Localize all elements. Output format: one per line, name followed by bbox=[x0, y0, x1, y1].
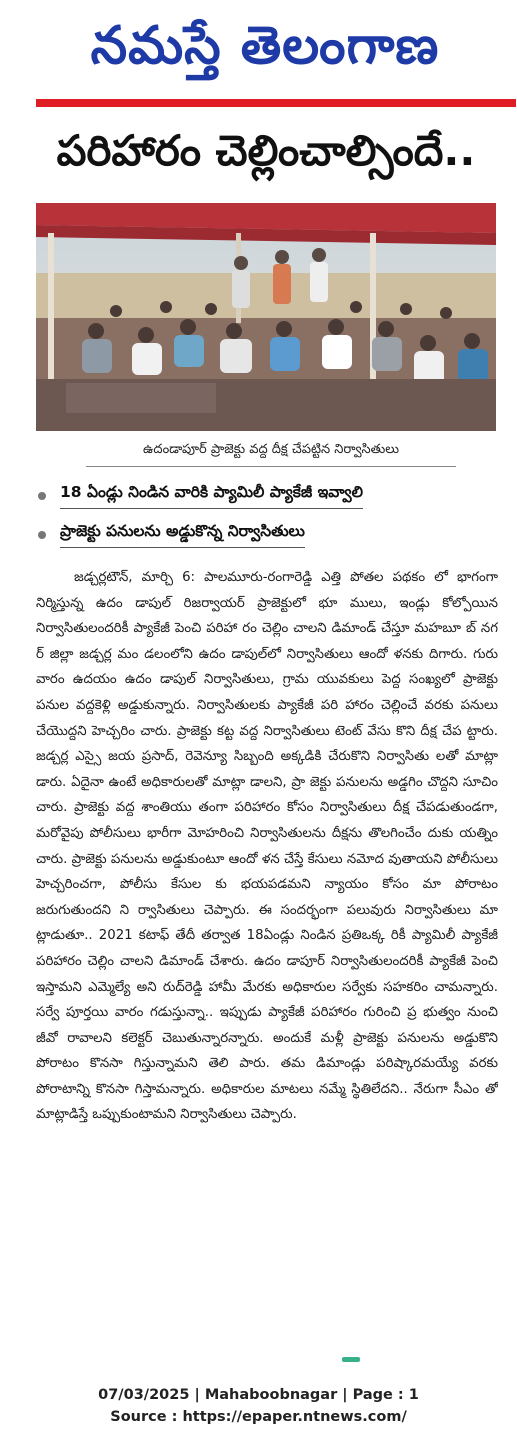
bullet-dot-icon bbox=[38, 531, 46, 539]
bullet-dot-icon bbox=[38, 492, 46, 500]
photo-caption: ఉదండాపూర్ ప్రాజెక్టు వద్ద దీక్ష చేపట్టిన నిర్వాసితులు bbox=[86, 436, 456, 467]
masthead-divider bbox=[36, 99, 516, 107]
page-footer bbox=[0, 1384, 517, 1428]
highlight-bullet bbox=[38, 481, 488, 511]
footer-source: Source : https://epaper.ntnews.com/ bbox=[110, 1409, 407, 1425]
article-headline: పరిహారం చెల్లించాల్సిందే.. bbox=[56, 126, 476, 175]
highlight-bullet-text: 18 ఏండ్లు నిండిన వారికి ప్యామిలీ ప్యాకేజీ ఇవ్వాలి bbox=[60, 483, 363, 509]
newspaper-masthead: నమస్తే తెలంగాణ bbox=[90, 16, 440, 76]
footer-date-edition: 07/03/2025 | Mahaboobnagar | Page : 1 bbox=[98, 1387, 419, 1403]
highlight-bullet bbox=[38, 520, 488, 550]
article-body bbox=[36, 565, 498, 1345]
article-body-text: జడ్చర్లటౌన్, మార్చి 6: పాలమూరు-రంగారెడ్డి ఎత్తి పోతల పథకం లో భాగంగా నిర్మిస్తున్న ఉదం డాపుల్ రిజర్వాయర్ ప్రాజెక్టులో భూ ములు, ఇండ్లు కోల్పోయిన నిర్వాసితులందరికీ ప్యాకేజీ పెంచి పరిహా రం చెల్లిం చాలని డిమాండ్ చేస్తూ మహబూ బ్ నగ ర్ జిల్లా జడ్చర్ల మం డలంలోని ఉదం డాపుల్‌లో నిర్వాసితులు ఆందో ళనకు దిగారు. గురు వారం ఉదయం ఉదం డాపుల్ నిర్వాసితులు, గ్రామ యువకులు పెద్ద సంఖ్యలో ప్రాజెక్టు పనుల వద్దకెళ్లి అడ్డుకున్నారు. నిర్వాసితులకు ప్యాకేజీ పరి హారం చెల్లించే వరకు పనులు చేయొద్దని హెచ్చరిం చారు. ప్రాజెక్టు కట్ట వద్ద నిర్వాసితులు టెంట్ వేసు కొని దీక్ష చేప ట్టారు. జడ్చర్ల ఎస్సై జయ ప్రసాద్, రెవెన్యూ సిబ్బంది అక్కడికి చేరుకొని నిర్వాసితు లతో మాట్లా డారు. ఏదైనా ఉంటే అధికారులతో మాట్లా డాలని, ప్రా జెక్టు పనులను అడ్డగిం చొద్దని సూచిం చారు. ప్రాజెక్టు వద్ద శాంతియు తంగా పరిహారం కోసం నిర్వాసితులు దీక్ష చేపడుతుండగా, మరోవైపు పోలీసులు భారీగా మోహరించి నిర్వాసితులను దీక్షను తొలగించేం దుకు యత్నిం చారు. ప్రాజెక్టు పనులను అడ్డుకుంటూ ఆందో ళన చేస్తే కేసులు నమోద వుతాయని పోలీసులు హెచ్చరించగా, పోలీసు కేసుల కు భయపడమని న్యాయం కోసం మా పోరాటం జరుగుతుందని ని ర్వాసితులు చెప్పారు. ఈ సందర్భంగా పలువురు నిర్వాసితులు మా ట్లాడుతూ.. 2021 కటాఫ్ తేదీ తర్వాత 18ఏండ్లు నిండిన ప్రతిఒక్క రికీ ప్యామిలీ ప్యాకేజీ పరిహారం చెల్లిం చాలని డిమాండ్ చేశారు. ఉదం డాపూర్ నిర్వాసితులందరికీ ప్యాకేజీ పెంచి ఇస్తామని ఎమ్మెల్యే అని రుద్‌రెడ్డి హామీ మేరకు అధికారుల సర్వేకు సహకరిం చామన్నారు. సర్వే పూర్తయి వారం గడుస్తున్నా.. ఇప్పుడు ప్యాకేజీ పరిహారం గురించి ప్ర భుత్వం నుంచి జీవో రావాలని కలెక్టర్ చెబుతున్నారన్నారు. అందుకే మళ్లీ ప్రాజెక్టు పనులను అడ్డుకొని పోరాటం కొనసా గిస్తున్నామని తెలి పారు. తమ డిమాండ్లు పరిష్కారమయ్యే వరకు పోరాటాన్ని కొనసా గిస్తామన్నారు. అధికారుల మాటలు నమ్మే స్థితిలేదని.. నేరుగా సీఎం తో మాట్లాడిస్తే ఒప్పుకుంటామని నిర్వాసితులు చెప్పారు. bbox=[36, 570, 498, 1123]
highlight-bullet-text: ప్రాజెక్టు పనులను అడ్డుకొన్న నిర్వాసితులు bbox=[60, 522, 305, 548]
article-photo bbox=[36, 203, 496, 431]
decorative-mark bbox=[342, 1357, 360, 1362]
